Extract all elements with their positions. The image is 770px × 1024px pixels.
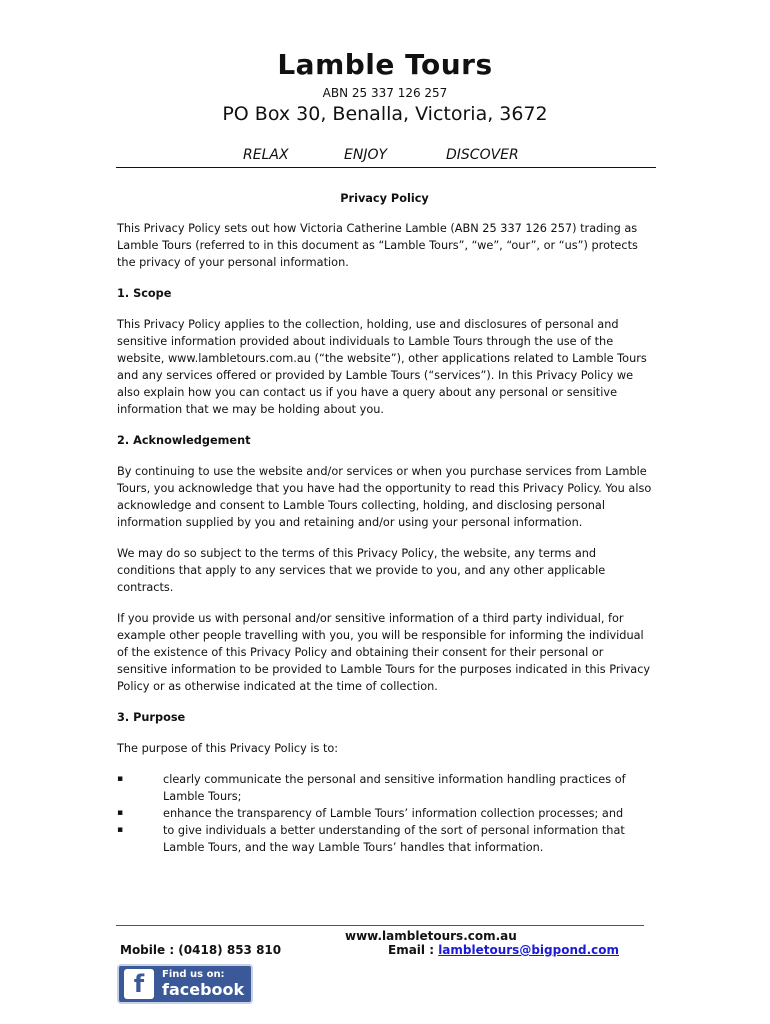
footer-mobile: Mobile : (0418) 853 810 (120, 943, 282, 957)
company-title: Lamble Tours (277, 48, 493, 81)
facebook-wordmark: facebook (162, 980, 245, 999)
purpose-bullet-list (117, 771, 652, 856)
section-heading-scope: 1. Scope (117, 287, 172, 300)
acknowledgement-paragraph-3: If you provide us with personal and/or sensitive information of a third party individual, for example other people travelling with you, you will be responsible for informing the individual of the existence of this Privacy Policy and obtaining their consent for their personal or sensitive information to be provided to Lamble Tours for the purposes indicated in this Privacy Policy or as otherwise indicated at the time of collection. (117, 612, 651, 693)
footer-email (388, 943, 619, 957)
bullet-square-icon: ▪ (117, 808, 124, 818)
intro-paragraph: This Privacy Policy sets out how Victoria Catherine Lamble (ABN 25 337 126 257) trading as Lamble Tours (referred to in this document as “Lamble Tours”, “we”, “our”, or “us”) protects the privacy of your personal information. (117, 222, 638, 269)
section-heading-acknowledgement: 2. Acknowledgement (117, 434, 251, 447)
facebook-badge[interactable] (117, 964, 253, 1004)
email-link[interactable]: lambletours@bigpond.com (438, 943, 620, 957)
purpose-bullet: ▪ to give individuals a better understanding of the sort of personal information that Lamble Tours, and the way Lamble Tours’ handles that information. (117, 824, 625, 854)
header-divider (116, 167, 656, 168)
policy-title: Privacy Policy (340, 192, 429, 205)
facebook-icon: f (124, 969, 154, 999)
footer-website: www.lambletours.com.au (345, 929, 517, 943)
tagline-relax: RELAX (243, 147, 289, 163)
company-abn: ABN 25 337 126 257 (322, 86, 448, 100)
company-address: PO Box 30, Benalla, Victoria, 3672 (222, 103, 548, 125)
footer-divider (116, 925, 644, 926)
policy-content (117, 190, 652, 856)
purpose-bullet: ▪ enhance the transparency of Lamble Tours’ information collection processes; and (117, 807, 624, 820)
facebook-badge-text (162, 970, 244, 998)
email-label: Email : (388, 943, 439, 957)
tagline-enjoy: ENJOY (344, 147, 388, 163)
section-heading-purpose: 3. Purpose (117, 711, 186, 724)
acknowledgement-paragraph-2: We may do so subject to the terms of this Privacy Policy, the website, any terms and conditions that apply to any services that we provide to you, and any other applicable contracts. (117, 547, 606, 594)
purpose-bullet: ▪ clearly communicate the personal and sensitive information handling practices of Lamble Tours; (117, 773, 626, 803)
scope-paragraph: This Privacy Policy applies to the collection, holding, use and disclosures of personal and sensitive information provided about individuals to Lamble Tours through the use of the website, www.lambletours.com.au (“the website”), other applications related to Lamble Tours and any services offered or provided by Lamble Tours (“services”). In this Privacy Policy we also explain how you can contact us if you have a query about any personal or sensitive information that we may be holding about you. (117, 318, 647, 416)
tagline-discover: DISCOVER (446, 147, 519, 163)
purpose-paragraph: The purpose of this Privacy Policy is to: (117, 742, 339, 755)
bullet-square-icon: ▪ (117, 774, 124, 784)
acknowledgement-paragraph-1: By continuing to use the website and/or services or when you purchase services from Lamble Tours, you acknowledge that you have had the opportunity to read this Privacy Policy. You also acknowledge and consent to Lamble Tours collecting, holding, and disclosing personal information supplied by you and retaining and/or using your personal information. (117, 465, 652, 529)
bullet-square-icon: ▪ (117, 825, 124, 835)
facebook-find-us: Find us on: (162, 969, 225, 980)
